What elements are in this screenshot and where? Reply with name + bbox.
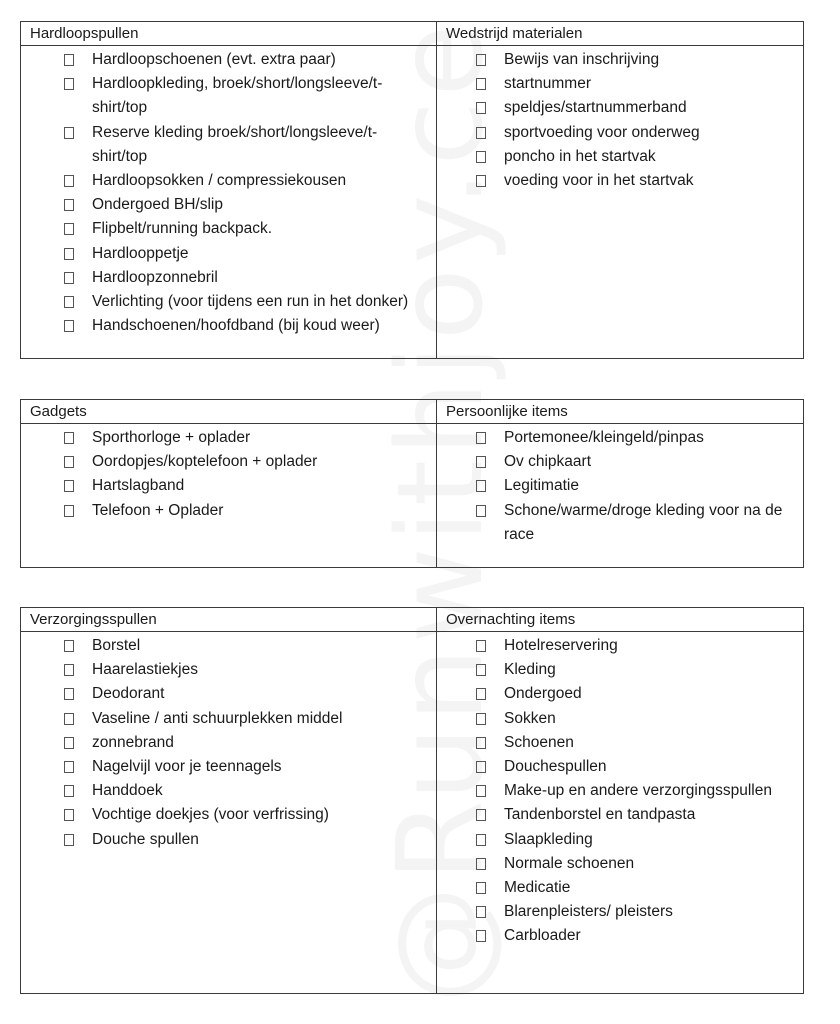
checkbox-icon[interactable] xyxy=(476,505,486,517)
checklist-item xyxy=(437,72,803,96)
checklist-item xyxy=(437,634,803,658)
checklist-item xyxy=(21,707,436,731)
checkbox-icon[interactable] xyxy=(64,809,74,821)
checkbox-icon[interactable] xyxy=(476,456,486,468)
checklist-item xyxy=(21,193,436,217)
checkbox-icon[interactable] xyxy=(64,785,74,797)
checkbox-icon[interactable] xyxy=(64,127,74,139)
checkbox-icon[interactable] xyxy=(64,296,74,308)
checkbox-icon[interactable] xyxy=(476,906,486,918)
checklist-item-label: Nagelvijl voor je teennagels xyxy=(92,758,282,776)
checklist-item-label: Schone/warme/droge kleding voor na de race xyxy=(504,501,783,543)
checklist-item xyxy=(21,242,436,266)
checklist-item-label: voeding voor in het startvak xyxy=(504,172,694,190)
checklist-item-label: Bewijs van inschrijving xyxy=(504,51,660,68)
checkbox-icon[interactable] xyxy=(476,882,486,894)
checklist-item-label: Douche spullen xyxy=(92,830,199,848)
checkbox-icon[interactable] xyxy=(64,737,74,749)
section-list-wedstrijd-materialen xyxy=(437,46,804,359)
checklist-item xyxy=(21,828,436,852)
checkbox-icon[interactable] xyxy=(476,640,486,652)
checkbox-icon[interactable] xyxy=(476,761,486,773)
checklist-item-label: Portemonee/kleingeld/pinpas xyxy=(504,429,704,446)
checklist-item xyxy=(21,121,436,169)
checklist-item-label: Oordopjes/koptelefoon + oplader xyxy=(92,453,318,471)
checklist-item-label: Ondergoed xyxy=(504,685,582,703)
checklist-item-label: Legitimatie xyxy=(504,477,579,495)
checklist-item-label: Borstel xyxy=(92,637,141,654)
section-title-verzorgingsspullen: Verzorgingsspullen xyxy=(21,608,437,632)
checklist-item-label: Kleding xyxy=(504,661,556,679)
checklist-item-label: Sporthorloge + oplader xyxy=(92,429,251,446)
checklist-item-label: Hardloopzonnebril xyxy=(92,268,218,286)
section-title-persoonlijke-items: Persoonlijke items xyxy=(437,400,804,424)
checkbox-icon[interactable] xyxy=(476,151,486,163)
checklist-table-gadgets xyxy=(20,399,804,568)
checkbox-icon[interactable] xyxy=(64,54,74,66)
checklist-item-label: Flipbelt/running backpack. xyxy=(92,220,273,238)
checklist-item-label: Normale schoenen xyxy=(504,854,635,872)
checklist-item-label: Vochtige doekjes (voor verfrissing) xyxy=(92,806,329,824)
checklist-item xyxy=(21,48,436,72)
checklist-item-label: sportvoeding voor onderweg xyxy=(504,123,700,141)
checkbox-icon[interactable] xyxy=(476,858,486,870)
checklist-item xyxy=(437,96,803,120)
checklist-item-label: Medicatie xyxy=(504,879,571,897)
checklist-item xyxy=(437,426,803,450)
checklist-item-label: Ondergoed BH/slip xyxy=(92,196,223,214)
checklist-item-label: Vaseline / anti schuurplekken middel xyxy=(92,709,343,727)
checkbox-icon[interactable] xyxy=(64,480,74,492)
checkbox-icon[interactable] xyxy=(476,480,486,492)
checkbox-icon[interactable] xyxy=(64,320,74,332)
checkbox-icon[interactable] xyxy=(476,127,486,139)
checklist-item-label: startnummer xyxy=(504,75,591,93)
checkbox-icon[interactable] xyxy=(64,664,74,676)
checkbox-icon[interactable] xyxy=(64,272,74,284)
checkbox-icon[interactable] xyxy=(64,688,74,700)
checklist-table-care xyxy=(20,607,804,994)
checkbox-icon[interactable] xyxy=(476,688,486,700)
checklist-item-label: Hardlooppetje xyxy=(92,244,189,262)
checklist-item xyxy=(21,731,436,755)
checklist-item xyxy=(437,900,803,924)
checklist-item xyxy=(437,755,803,779)
checklist-item xyxy=(437,852,803,876)
checklist-item xyxy=(437,803,803,827)
checkbox-icon[interactable] xyxy=(476,713,486,725)
section-title-hardloopspullen: Hardloopspullen xyxy=(21,22,437,46)
checklist-item-label: Make-up en andere verzorgingsspullen xyxy=(504,782,772,800)
checkbox-icon[interactable] xyxy=(476,102,486,114)
checklist-item xyxy=(437,499,803,547)
checklist-item xyxy=(437,658,803,682)
checkbox-icon[interactable] xyxy=(476,54,486,66)
checklist-item xyxy=(437,828,803,852)
section-list-hardloopspullen xyxy=(21,46,437,359)
checklist-item-label: Verlichting (voor tijdens een run in het donker) xyxy=(92,293,409,311)
checklist-item xyxy=(437,682,803,706)
section-list-gadgets xyxy=(21,424,437,568)
checklist-item xyxy=(21,682,436,706)
checklist-item-label: Schoenen xyxy=(504,733,574,751)
checklist-item-label: Haarelastiekjes xyxy=(92,661,198,679)
checkbox-icon[interactable] xyxy=(64,248,74,260)
checklist-item-label: Ov chipkaart xyxy=(504,453,592,471)
checkbox-icon[interactable] xyxy=(476,834,486,846)
checklist-item-label: Handschoenen/hoofdband (bij koud weer) xyxy=(92,317,380,335)
checklist-item xyxy=(21,426,436,450)
checklist-item xyxy=(21,290,436,314)
checkbox-icon[interactable] xyxy=(64,761,74,773)
checklist-item xyxy=(21,169,436,193)
checklist-item-label: Blarenpleisters/ pleisters xyxy=(504,903,673,921)
checklist-item xyxy=(21,217,436,241)
checklist-item xyxy=(437,169,803,193)
checklist-item xyxy=(437,145,803,169)
section-list-persoonlijke-items xyxy=(437,424,804,568)
checkbox-icon[interactable] xyxy=(476,930,486,942)
checklist-item xyxy=(21,658,436,682)
checklist-item xyxy=(437,924,803,948)
checklist-item-label: Telefoon + Oplader xyxy=(92,501,224,519)
checklist-item xyxy=(21,450,436,474)
section-title-gadgets: Gadgets xyxy=(21,400,437,424)
checklist-item-label: Douchespullen xyxy=(504,758,607,776)
checklist-item-label: Hardloopkleding, broek/short/longsleeve/t-shirt/top xyxy=(92,75,383,117)
checkbox-icon[interactable] xyxy=(64,505,74,517)
checkbox-icon[interactable] xyxy=(64,199,74,211)
checkbox-icon[interactable] xyxy=(476,785,486,797)
section-title-wedstrijd-materialen: Wedstrijd materialen xyxy=(437,22,804,46)
checkbox-icon[interactable] xyxy=(64,432,74,444)
checklist-item xyxy=(437,876,803,900)
checklist-item xyxy=(21,779,436,803)
checklist-item-label: zonnebrand xyxy=(92,733,174,751)
checklist-item xyxy=(437,450,803,474)
checklist-item xyxy=(437,48,803,72)
checklist-table-running xyxy=(20,21,804,359)
checklist-item xyxy=(21,634,436,658)
checklist-item-label: Reserve kleding broek/short/longsleeve/t-shirt/top xyxy=(92,123,378,165)
checklist-item xyxy=(21,72,436,120)
checklist-item-label: Handdoek xyxy=(92,782,163,800)
checkbox-icon[interactable] xyxy=(64,175,74,187)
checkbox-icon[interactable] xyxy=(476,737,486,749)
checklist-item xyxy=(21,499,436,523)
checkbox-icon[interactable] xyxy=(64,713,74,725)
checklist-item xyxy=(21,803,436,827)
checklist-item-label: speldjes/startnummerband xyxy=(504,99,687,117)
checkbox-icon[interactable] xyxy=(476,78,486,90)
checklist-item-label: Tandenborstel en tandpasta xyxy=(504,806,696,824)
section-title-overnachting-items: Overnachting items xyxy=(437,608,804,632)
checklist-item xyxy=(437,731,803,755)
checklist-item xyxy=(21,314,436,338)
checklist-item-label: Deodorant xyxy=(92,685,165,703)
checkbox-icon[interactable] xyxy=(476,175,486,187)
checklist-item xyxy=(437,121,803,145)
checkbox-icon[interactable] xyxy=(64,78,74,90)
checklist-item xyxy=(437,707,803,731)
checkbox-icon[interactable] xyxy=(64,834,74,846)
checklist-item-label: Hardloopsokken / compressiekousen xyxy=(92,172,347,190)
checklist-item-label: Hotelreservering xyxy=(504,637,618,654)
checkbox-icon[interactable] xyxy=(64,640,74,652)
checklist-item xyxy=(437,474,803,498)
checkbox-icon[interactable] xyxy=(476,664,486,676)
section-list-verzorgingsspullen xyxy=(21,632,437,994)
checkbox-icon[interactable] xyxy=(476,809,486,821)
checklist-item xyxy=(21,266,436,290)
checklist-item-label: Hardloopschoenen (evt. extra paar) xyxy=(92,51,336,68)
checkbox-icon[interactable] xyxy=(476,432,486,444)
checklist-item-label: Sokken xyxy=(504,709,556,727)
checkbox-icon[interactable] xyxy=(64,223,74,235)
checklist-item-label: poncho in het startvak xyxy=(504,147,656,165)
checklist-item xyxy=(21,474,436,498)
checklist-item-label: Carbloader xyxy=(504,927,581,945)
checklist-item xyxy=(437,779,803,803)
section-list-overnachting-items xyxy=(437,632,804,994)
checklist-item xyxy=(21,755,436,779)
checklist-item-label: Hartslagband xyxy=(92,477,185,495)
checkbox-icon[interactable] xyxy=(64,456,74,468)
checklist-item-label: Slaapkleding xyxy=(504,830,593,848)
